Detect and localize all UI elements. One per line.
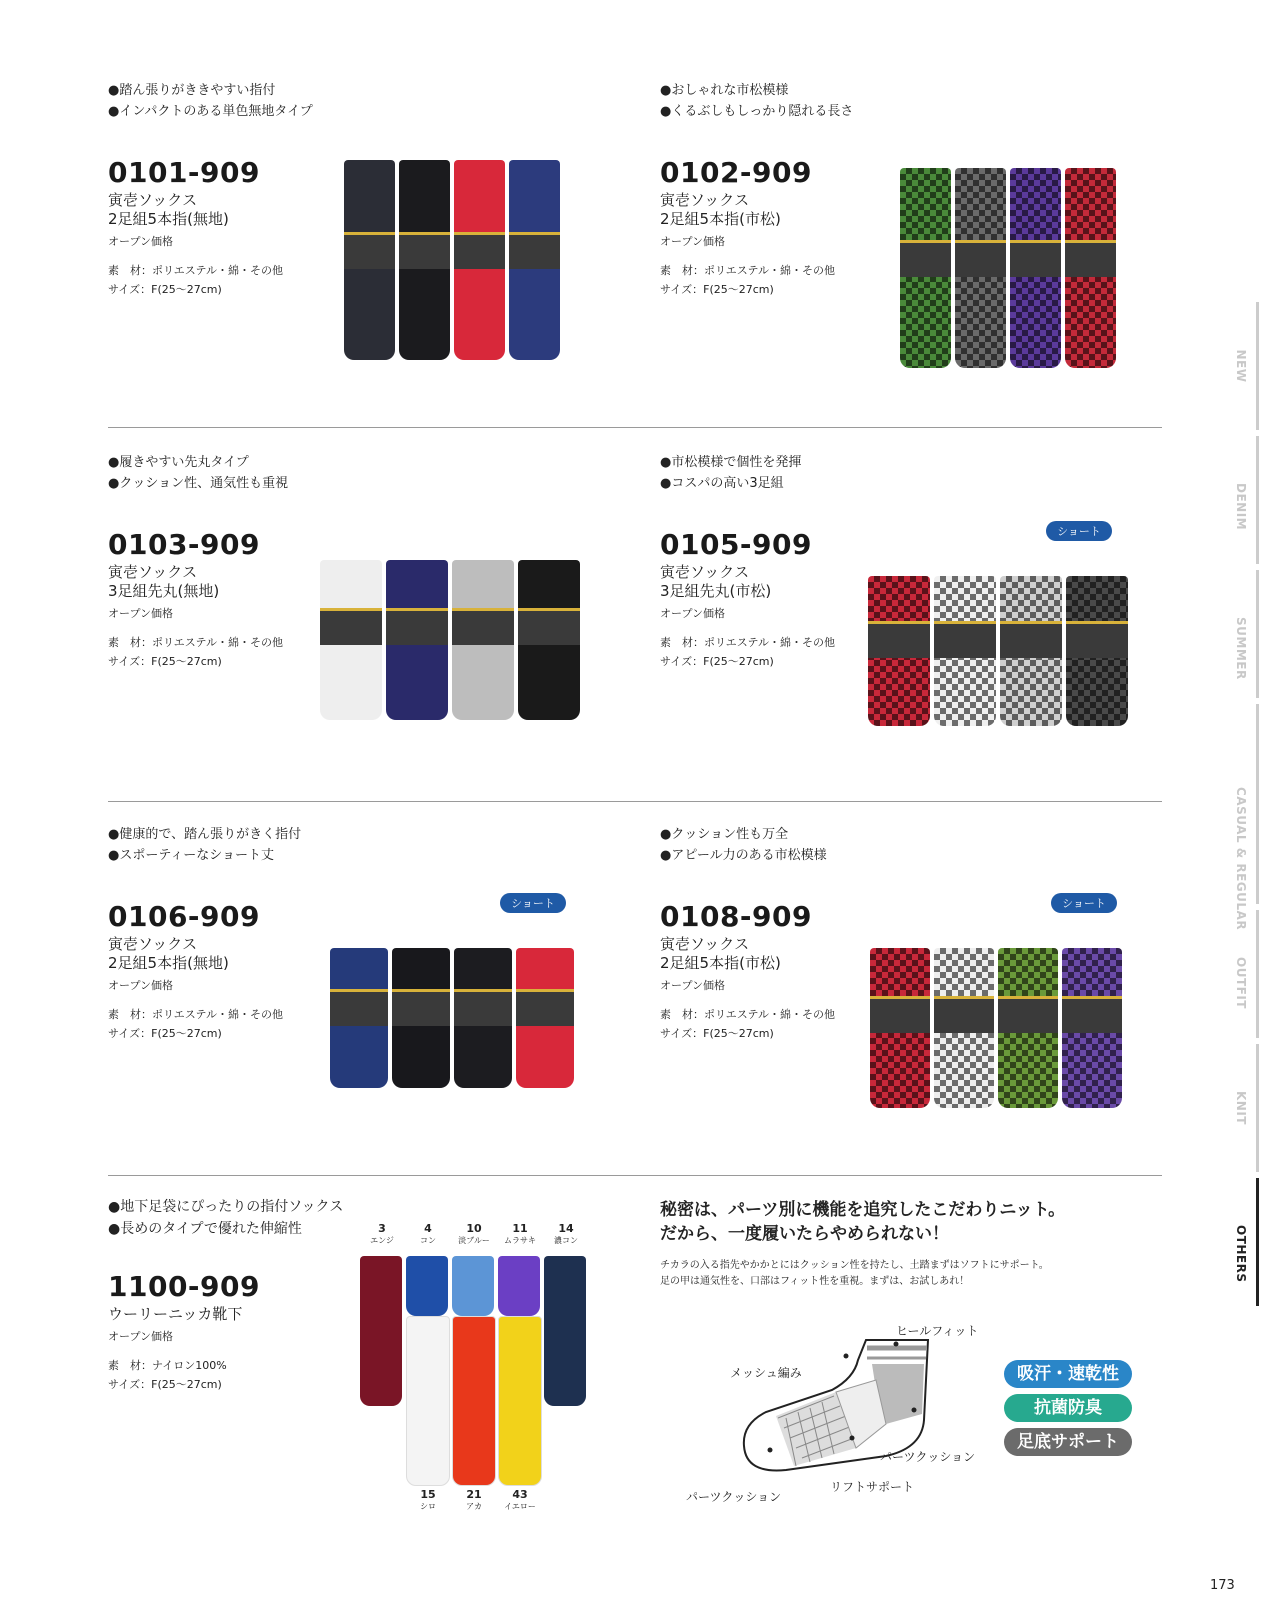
product-bullet: ●おしゃれな市松模様 <box>660 83 789 98</box>
color-name: シロ <box>420 1502 436 1511</box>
diagram-label-cushion-left: パーツクッション <box>686 1490 782 1504</box>
knit-socks-image <box>360 1256 600 1486</box>
product-name-sub: 2足組5本指(無地) <box>108 210 229 228</box>
product-size: サイズ：F(25〜27cm) <box>660 283 774 296</box>
product-size: サイズ：F(25〜27cm) <box>660 1027 774 1040</box>
knit-sock-bottom <box>498 1316 542 1486</box>
product-material: 素 材：ポリエステル・綿・その他 <box>108 636 284 649</box>
color-name: イエロー <box>504 1502 536 1511</box>
product-0105 <box>660 452 835 671</box>
product-bullet: ●履きやすい先丸タイプ <box>108 455 249 470</box>
side-tab-knit[interactable] <box>1226 1044 1259 1172</box>
feature-pill-antibacterial: 抗菌防臭 <box>1004 1394 1132 1422</box>
diagram-label-lift: リフトサポート <box>830 1480 915 1494</box>
side-tab-label: NEW <box>1234 349 1248 383</box>
section-divider <box>108 801 1162 802</box>
product-price: オープン価格 <box>108 1330 174 1343</box>
product-bullet: ●長めのタイプで優れた伸縮性 <box>108 1221 302 1237</box>
color-number: 21 <box>466 1488 482 1501</box>
product-bullet: ●市松模様で個性を発揮 <box>660 455 802 470</box>
product-0108 <box>660 824 835 1043</box>
product-image-0102 <box>900 168 1120 368</box>
package-card <box>934 621 996 658</box>
color-number: 4 <box>424 1222 432 1235</box>
knit-sock-top <box>544 1256 586 1406</box>
product-material: 素 材：ナイロン100% <box>108 1359 227 1372</box>
product-name-sub: 2足組5本指(無地) <box>108 954 229 972</box>
package-card <box>518 608 580 645</box>
product-name: ウーリーニッカ靴下 <box>108 1305 243 1323</box>
product-price: オープン価格 <box>660 607 726 620</box>
side-tab-label: DENIM <box>1234 483 1248 531</box>
side-tab-casual-regular[interactable] <box>1226 704 1259 931</box>
product-code: 0102-909 <box>660 156 812 189</box>
product-bullet: ●踏ん張りがききやすい指付 <box>108 83 276 98</box>
package-card <box>934 996 994 1033</box>
color-labels-top <box>360 1222 600 1252</box>
sock-diagram <box>736 1320 979 1500</box>
color-name: 淡ブルー <box>458 1236 490 1245</box>
feature-pill-sole: 足底サポート <box>1004 1428 1132 1456</box>
product-price: オープン価格 <box>108 235 174 248</box>
product-image-0103 <box>320 540 584 730</box>
side-tab-new[interactable] <box>1226 302 1259 430</box>
product-code: 0108-909 <box>660 900 812 933</box>
feature-block <box>660 1198 1140 1290</box>
product-1100 <box>108 1196 343 1394</box>
product-material: 素 材：ポリエステル・綿・その他 <box>108 1008 284 1021</box>
color-swatch-group <box>360 1222 600 1512</box>
product-bullet: ●クッション性も万全 <box>660 827 789 842</box>
color-name: アカ <box>466 1502 482 1511</box>
product-0103 <box>108 452 288 671</box>
section-divider <box>108 1175 1162 1176</box>
page-number: 173 <box>1210 1578 1235 1593</box>
product-image-0105 <box>868 556 1132 736</box>
product-price: オープン価格 <box>660 235 726 248</box>
side-tab-denim[interactable] <box>1226 436 1259 564</box>
product-code: 0101-909 <box>108 156 260 189</box>
color-number: 15 <box>420 1488 436 1501</box>
package-card <box>955 240 1006 277</box>
package-card <box>330 989 388 1026</box>
section-divider <box>108 427 1162 428</box>
product-name: 寅壱ソックス <box>108 563 198 581</box>
product-name: 寅壱ソックス <box>108 935 198 953</box>
product-name: 寅壱ソックス <box>660 563 750 581</box>
package-card <box>900 240 951 277</box>
color-number: 11 <box>512 1222 528 1235</box>
color-number: 14 <box>558 1222 574 1235</box>
product-material: 素 材：ポリエステル・綿・その他 <box>660 264 836 277</box>
product-code: 0103-909 <box>108 528 260 561</box>
package-card <box>1010 240 1061 277</box>
color-number: 43 <box>512 1488 528 1501</box>
product-0106 <box>108 824 301 1043</box>
package-card <box>320 608 382 645</box>
package-card <box>399 232 450 269</box>
diagram-label-cushion-right: パーツクッション <box>880 1450 976 1464</box>
knit-sock-bottom <box>406 1316 450 1486</box>
knit-sock-bottom <box>452 1316 496 1486</box>
product-0102 <box>660 80 853 299</box>
product-bullet: ●クッション性、通気性も重視 <box>108 476 289 491</box>
product-size: サイズ：F(25〜27cm) <box>108 1027 222 1040</box>
feature-pill-sweat: 吸汗・速乾性 <box>1004 1360 1132 1388</box>
product-size: サイズ：F(25〜27cm) <box>108 283 222 296</box>
color-number: 10 <box>466 1222 482 1235</box>
side-tab-label: CASUAL & REGULAR <box>1234 787 1248 931</box>
product-bullet: ●くるぶしもしっかり隠れる長さ <box>660 104 854 119</box>
product-bullet: ●コスパの高い3足組 <box>660 476 784 491</box>
product-bullet: ●スポーティーなショート丈 <box>108 848 275 863</box>
product-code: 0106-909 <box>108 900 260 933</box>
package-card <box>1066 621 1128 658</box>
knit-sock-top <box>406 1256 448 1316</box>
product-size: サイズ：F(25〜27cm) <box>108 1378 222 1391</box>
package-card <box>516 989 574 1026</box>
short-badge: ショート <box>1051 893 1117 913</box>
product-name: 寅壱ソックス <box>660 935 750 953</box>
package-card <box>1062 996 1122 1033</box>
knit-sock-top <box>452 1256 494 1316</box>
product-price: オープン価格 <box>660 979 726 992</box>
product-bullet: ●健康的で、踏ん張りがきく指付 <box>108 827 302 842</box>
product-size: サイズ：F(25〜27cm) <box>108 655 222 668</box>
side-tab-summer[interactable] <box>1226 570 1259 698</box>
package-card <box>344 232 395 269</box>
product-material: 素 材：ポリエステル・綿・その他 <box>108 264 284 277</box>
color-labels-bottom <box>406 1488 566 1518</box>
product-name-sub: 2足組5本指(市松) <box>660 954 781 972</box>
color-name: エンジ <box>370 1236 394 1245</box>
package-card <box>1065 240 1116 277</box>
short-badge: ショート <box>1046 521 1112 541</box>
product-material: 素 材：ポリエステル・綿・その他 <box>660 1008 836 1021</box>
color-name: コン <box>420 1236 436 1245</box>
product-name: 寅壱ソックス <box>660 191 750 209</box>
side-tab-label: OTHERS <box>1234 1225 1248 1283</box>
diagram-label-heel: ヒールフィット <box>896 1324 979 1338</box>
package-card <box>509 232 560 269</box>
product-bullet: ●アピール力のある市松模様 <box>660 848 827 863</box>
feature-body-2: 足の甲は通気性を、口部はフィット性を重視。まずは、お試しあれ！ <box>660 1276 970 1287</box>
product-material: 素 材：ポリエステル・綿・その他 <box>660 636 836 649</box>
knit-sock-top <box>498 1256 540 1316</box>
side-tab-label: KNIT <box>1234 1091 1248 1125</box>
product-size: サイズ：F(25〜27cm) <box>660 655 774 668</box>
product-name-sub: 3足組先丸(無地) <box>108 582 220 600</box>
package-card <box>870 996 930 1033</box>
package-card <box>386 608 448 645</box>
color-number: 3 <box>378 1222 386 1235</box>
package-card <box>1000 621 1062 658</box>
side-tab-label: OUTFIT <box>1234 957 1248 1009</box>
product-price: オープン価格 <box>108 607 174 620</box>
package-card <box>454 989 512 1026</box>
short-badge: ショート <box>500 893 566 913</box>
product-0101 <box>108 80 313 299</box>
feature-headline: 秘密は、パーツ別に機能を追究したこだわりニット。 <box>660 1200 1066 1220</box>
package-card <box>452 608 514 645</box>
product-bullet: ●地下足袋にぴったりの指付ソックス <box>108 1199 344 1215</box>
product-image-0106 <box>330 928 580 1098</box>
product-name: 寅壱ソックス <box>108 191 198 209</box>
product-image-0108 <box>870 928 1126 1118</box>
product-name-sub: 2足組5本指(市松) <box>660 210 781 228</box>
side-tab-outfit[interactable] <box>1226 910 1259 1038</box>
package-card <box>392 989 450 1026</box>
product-price: オープン価格 <box>108 979 174 992</box>
product-image-0101 <box>344 160 564 360</box>
color-name: ムラサキ <box>504 1236 536 1245</box>
knit-sock-top <box>360 1256 402 1406</box>
product-code: 0105-909 <box>660 528 812 561</box>
feature-headline-2: だから、一度履いたらやめられない！ <box>660 1224 949 1244</box>
feature-body: チカラの入る指先やかかとにはクッション性を持たし、土踏まずはソフトにサポート。 <box>660 1260 1049 1271</box>
side-tab-others[interactable] <box>1226 1178 1259 1306</box>
color-name: 濃コン <box>554 1236 578 1245</box>
product-name-sub: 3足組先丸(市松) <box>660 582 772 600</box>
diagram-label-mesh: メッシュ編み <box>730 1366 802 1380</box>
package-card <box>454 232 505 269</box>
product-bullet: ●インパクトのある単色無地タイプ <box>108 104 313 119</box>
product-code: 1100-909 <box>108 1270 260 1303</box>
side-tab-label: SUMMER <box>1234 617 1248 680</box>
package-card <box>998 996 1058 1033</box>
package-card <box>868 621 930 658</box>
